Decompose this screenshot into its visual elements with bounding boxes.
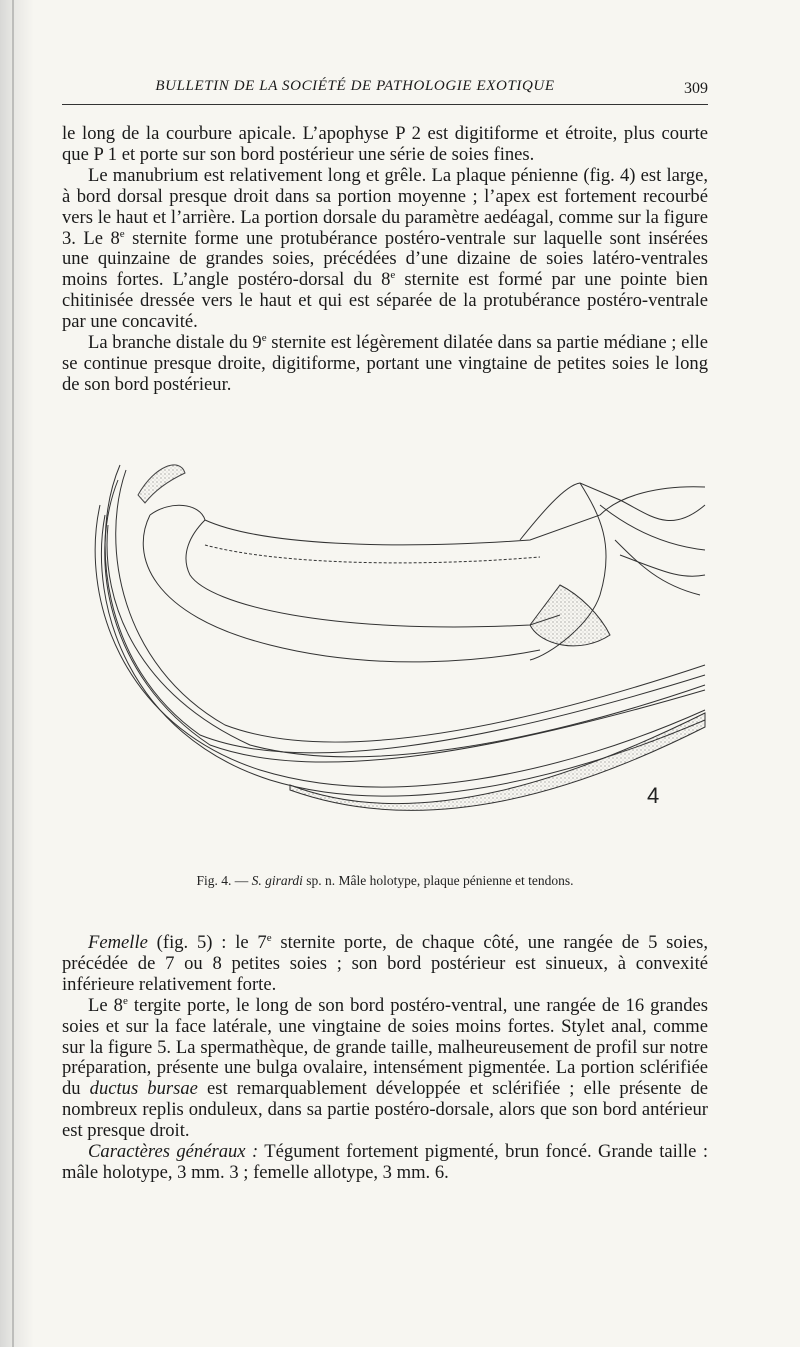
binding-line <box>12 0 14 1347</box>
figure-4-illustration <box>60 445 708 845</box>
paragraph: le long de la courbure apicale. L’apophyse P 2 est digitiforme et étroite, plus courte que P 1 et porte sur son bord postérieur une série de soies fines. <box>62 123 708 165</box>
paragraph: La branche distale du 9e sternite est légèrement dilatée dans sa partie médiane ; elle se continue presque droite, digitiforme, portant une vingtaine de petites soies le long de son bord postérieur. <box>62 331 708 395</box>
page-number: 309 <box>684 80 708 97</box>
paragraph: Le manubrium est relativement long et grêle. La plaque pénienne (fig. 4) est large, à bord dorsal presque droit dans sa portion moyenne ; l’apex est fortement recourbé vers le haut et l’arrière. La portion dorsale du paramètre aedéagal, comme sur la figure 3. Le 8e sternite forme une protubérance postéro-ventrale sur laquelle sont insérées une quinzaine de grandes soies, précédées d’une dizaine de soies latéro-ventrales moins fortes. L’angle postéro-dorsal du 8e sternite est formé par une pointe bien chitinisée dressée vers le haut et qui est séparée de la protubérance postéro-ventrale par une concavité. <box>62 164 708 333</box>
journal-title: BULLETIN DE LA SOCIÉTÉ DE PATHOLOGIE EXOTIQUE <box>155 78 555 94</box>
paragraph: Caractères généraux : Tégument fortement pigmenté, brun foncé. Grande taille : mâle holotype, 3 mm. 3 ; femelle allotype, 3 mm. 6. <box>62 1141 708 1183</box>
penile-plate-drawing <box>60 445 708 845</box>
text-block-upper <box>62 124 708 396</box>
paragraph: Femelle (fig. 5) : le 7e sternite porte, de chaque côté, une rangée de 5 soies, précédée de 7 ou 8 petites soies ; son bord postérieur est sinueux, à convexité inférieure relativement forte. <box>62 931 708 995</box>
paragraph: Le 8e tergite porte, le long de son bord postéro-ventral, une rangée de 16 grandes soies et sur la face latérale, une vingtaine de soies moins fortes. Stylet anal, comme sur la figure 5. La spermathèque, de grande taille, malheureusement de profil sur notre préparation, présente une bulga ovalaire, intensément pigmentée. La portion sclérifiée du ductus bursae est remarquablement développée et sclérifiée ; elle présente de nombreux replis onduleux, dans sa partie postéro-dorsale, alors que son bord antérieur est presque droit. <box>62 994 709 1142</box>
text-block-lower <box>62 933 708 1184</box>
header-rule <box>62 104 708 105</box>
figure-caption: Fig. 4. — S. girardi sp. n. Mâle holotype, plaque pénienne et tendons. <box>196 873 574 888</box>
figure-number-label: 4 <box>647 783 660 808</box>
running-header <box>62 78 708 102</box>
page-gutter-shadow <box>0 0 34 1347</box>
